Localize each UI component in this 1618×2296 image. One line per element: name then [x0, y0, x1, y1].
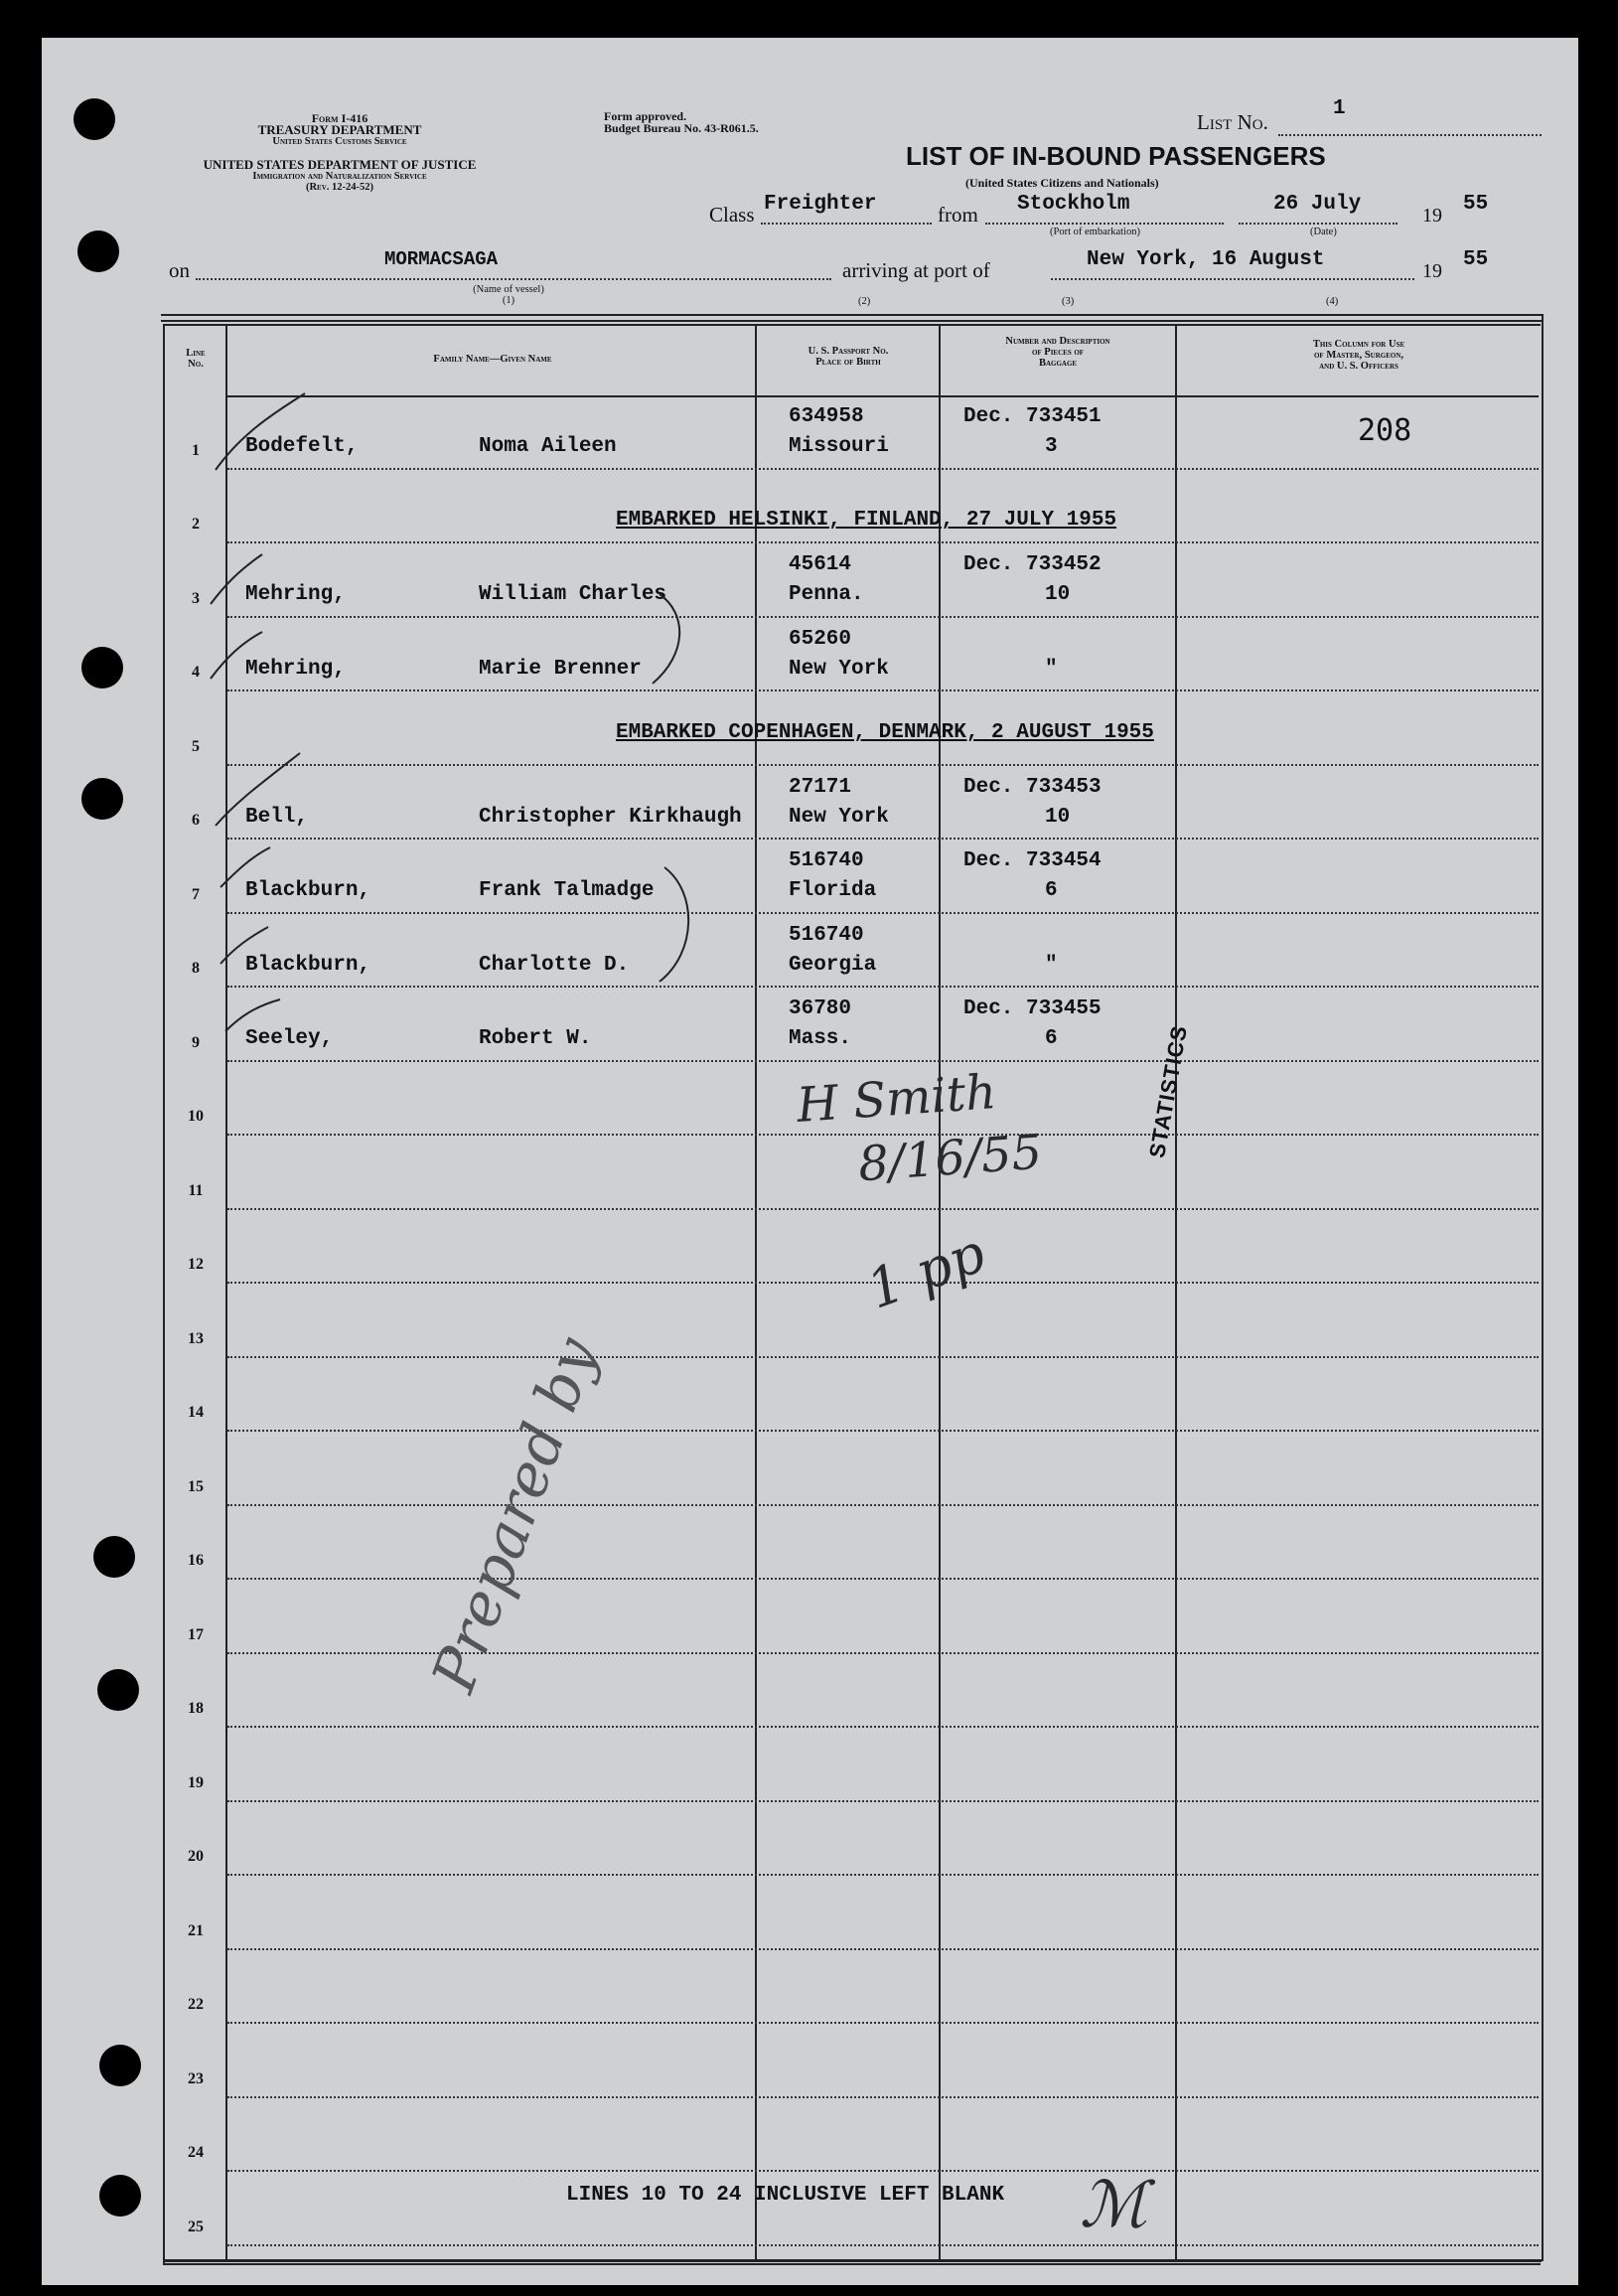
line-number: 16 — [188, 1552, 204, 1569]
binder-hole — [81, 647, 123, 689]
row-line — [227, 1652, 1539, 1654]
given-name: Robert W. — [479, 1027, 592, 1050]
vessel-line — [196, 278, 831, 280]
embark-note-helsinki: EMBARKED HELSINKI, FINLAND, 27 JULY 1955 — [616, 509, 1117, 532]
date-caption: (Date) — [1310, 227, 1337, 237]
form-approved: Form approved. — [604, 109, 687, 123]
binder-hole — [74, 98, 115, 140]
header-baggage-2: of Pieces of — [1031, 347, 1085, 358]
baggage-count: 3 — [1045, 435, 1058, 458]
vessel-caption-text: (Name of vessel) — [473, 284, 544, 295]
passport-number: 634958 — [789, 405, 864, 428]
row-line — [227, 2096, 1539, 2098]
row-line — [227, 689, 1539, 691]
line-number: 5 — [192, 737, 200, 755]
port-caption: (Port of embarkation) — [1050, 227, 1140, 237]
line-number: 11 — [188, 1181, 204, 1199]
vessel-caption — [439, 284, 578, 306]
header-rule — [161, 320, 1542, 322]
given-name: William Charles — [479, 583, 667, 606]
arrival-year-suffix: 55 — [1463, 248, 1489, 271]
row-line — [227, 764, 1539, 766]
line-number: 21 — [188, 1921, 204, 1939]
row-line — [227, 1504, 1539, 1506]
binder-hole — [93, 1536, 135, 1578]
from-label: from — [938, 203, 978, 227]
revision-label: (Rev. 12-24-52) — [305, 182, 374, 193]
row-line — [227, 2170, 1539, 2172]
place-of-birth: Florida — [789, 879, 877, 902]
form-header-left — [240, 112, 439, 147]
row-line — [227, 541, 1539, 543]
line-number: 12 — [188, 1256, 204, 1273]
line-number: 8 — [192, 960, 200, 977]
row-line — [227, 1948, 1539, 1950]
baggage-count: " — [1045, 953, 1058, 977]
arrival-year-prefix: 19 — [1422, 260, 1442, 282]
row-line — [227, 1874, 1539, 1876]
line-number: 23 — [188, 2069, 204, 2087]
baggage-count: 6 — [1045, 879, 1058, 902]
col-divider — [225, 324, 227, 2261]
passenger-manifest-page — [42, 38, 1578, 2285]
line-number: 6 — [192, 812, 200, 829]
baggage-description: Dec. 733455 — [963, 997, 1102, 1020]
row-line — [227, 1726, 1539, 1728]
line-number: 15 — [188, 1477, 204, 1495]
row-line — [227, 1430, 1539, 1432]
form-subtitle: (United States Citizens and Nationals) — [965, 176, 1159, 190]
line-number: 2 — [192, 516, 200, 533]
family-name: Mehring, — [245, 583, 346, 606]
embark-date: 26 July — [1273, 193, 1362, 216]
binder-hole — [97, 1669, 139, 1711]
header-line-no-2: No. — [188, 359, 204, 370]
place-of-birth: Missouri — [789, 435, 889, 458]
header-officers-3: and U. S. Officers — [1319, 361, 1398, 372]
baggage-count: " — [1045, 657, 1058, 681]
row-line — [227, 912, 1539, 914]
place-of-birth: New York — [789, 657, 889, 681]
header-passport — [757, 346, 940, 368]
on-label: on — [169, 258, 190, 282]
line-number: 13 — [188, 1329, 204, 1347]
family-name: Bell, — [245, 805, 309, 829]
prepared-by-note: Prepared by — [419, 1328, 612, 1701]
form-title: LIST OF IN-BOUND PASSENGERS — [906, 141, 1326, 171]
line-number: 9 — [192, 1033, 200, 1051]
list-no-line — [1278, 134, 1542, 136]
family-name: Seeley, — [245, 1027, 334, 1050]
arrival-port: New York, 16 August — [1087, 248, 1325, 271]
binder-hole — [99, 2045, 141, 2086]
place-of-birth: Mass. — [789, 1027, 852, 1050]
binder-hole — [81, 778, 123, 820]
line-number: 3 — [192, 589, 200, 607]
given-name: Christopher Kirkhaugh — [479, 805, 742, 829]
embark-note-copenhagen: EMBARKED COPENHAGEN, DENMARK, 2 AUGUST 1955 — [616, 721, 1154, 744]
line-number: 7 — [192, 885, 200, 903]
form-approved-block — [604, 110, 759, 134]
place-of-birth: New York — [789, 805, 889, 829]
port-line — [985, 223, 1224, 225]
header-officers-2: of Master, Surgeon, — [1313, 350, 1404, 361]
initials-mark: ℳ — [1080, 2169, 1148, 2242]
ins-label: Immigration and Naturalization Service — [252, 171, 427, 182]
year-suffix: 55 — [1463, 193, 1489, 216]
officer-note: 208 — [1358, 413, 1412, 448]
header-baggage-3: Baggage — [1038, 358, 1078, 369]
line-number: 4 — [192, 664, 200, 681]
binder-hole — [77, 230, 119, 272]
row-line — [227, 1356, 1539, 1358]
row-line — [227, 2244, 1539, 2246]
line-number: 19 — [188, 1773, 204, 1791]
passport-number: 45614 — [789, 553, 852, 576]
header-bottom-rule — [227, 395, 1539, 397]
treasury-department: TREASURY DEPARTMENT — [257, 122, 422, 137]
line-number: 10 — [188, 1108, 204, 1125]
line-number: 14 — [188, 1404, 204, 1421]
given-name: Frank Talmadge — [479, 879, 655, 902]
baggage-count: 10 — [1045, 805, 1071, 829]
list-no-label: List No. — [1197, 110, 1268, 134]
header-baggage — [941, 336, 1175, 369]
passport-number: 516740 — [789, 923, 864, 947]
passport-number: 27171 — [789, 775, 852, 799]
col-divider — [755, 324, 757, 2261]
baggage-description: Dec. 733454 — [963, 849, 1102, 872]
place-of-birth: Georgia — [789, 953, 877, 977]
col-num-2: (2) — [858, 296, 871, 307]
line-number: 24 — [188, 2144, 204, 2161]
line-number: 25 — [188, 2218, 204, 2235]
date-line — [1239, 223, 1397, 225]
budget-bureau: Budget Bureau No. 43-R061.5. — [604, 121, 759, 135]
header-passport-2: Place of Birth — [815, 357, 881, 368]
row-line — [227, 1060, 1539, 1062]
header-rule — [161, 314, 1542, 316]
col-num-3: (3) — [1062, 296, 1075, 307]
form-number: Form I-416 — [311, 111, 368, 125]
line-number: 17 — [188, 1625, 204, 1643]
baggage-description: Dec. 733453 — [963, 775, 1102, 799]
header-baggage-1: Number and Description — [1005, 336, 1110, 347]
given-name: Charlotte D. — [479, 953, 630, 977]
row-line — [227, 616, 1539, 618]
table-right-edge — [1542, 314, 1544, 2261]
row-line — [227, 468, 1539, 470]
statistics-stamp: STATISTICS — [1144, 1022, 1193, 1160]
given-name: Marie Brenner — [479, 657, 642, 681]
family-name: Blackburn, — [245, 879, 371, 902]
passport-number: 516740 — [789, 849, 864, 872]
line-number: 1 — [192, 441, 200, 459]
line-number: 20 — [188, 1848, 204, 1865]
header-officers — [1177, 339, 1541, 372]
given-name: Noma Aileen — [479, 435, 617, 458]
arrival-line — [1051, 278, 1414, 280]
table-bottom-rule — [163, 2259, 1542, 2262]
line-number: 18 — [188, 1700, 204, 1717]
list-no-value: 1 — [1333, 97, 1346, 120]
class-line — [761, 223, 932, 225]
col-num-4: (4) — [1326, 296, 1339, 307]
baggage-count: 10 — [1045, 583, 1071, 606]
family-name: Blackburn, — [245, 953, 371, 977]
col-divider — [1175, 324, 1177, 2261]
header-officers-1: This Column for Use — [1312, 339, 1405, 350]
form-header-justice — [161, 159, 518, 193]
footer-note: LINES 10 TO 24 INCLUSIVE LEFT BLANK — [566, 2184, 1005, 2207]
row-line — [227, 1800, 1539, 1802]
year-prefix: 19 — [1422, 205, 1442, 227]
header-line-no — [165, 348, 226, 370]
class-value: Freighter — [764, 193, 877, 216]
family-name: Bodefelt, — [245, 435, 359, 458]
arriving-label: arriving at port of — [842, 258, 990, 282]
row-line — [227, 2022, 1539, 2024]
row-line — [227, 1578, 1539, 1580]
header-passport-1: U. S. Passport No. — [808, 346, 889, 357]
header-name: Family Name—Given Name — [433, 354, 552, 365]
line-number: 22 — [188, 1996, 204, 2013]
baggage-count: 6 — [1045, 1027, 1058, 1050]
handwritten-signature: H Smith — [795, 1064, 998, 1134]
handwritten-date: 8/16/55 — [856, 1124, 1044, 1193]
customs-service: United States Customs Service — [272, 136, 407, 147]
vessel-name: MORMACSAGA — [384, 248, 499, 270]
handwritten-pages: 1 pp — [858, 1221, 993, 1321]
row-line — [227, 1208, 1539, 1210]
row-line — [227, 838, 1539, 840]
baggage-description: Dec. 733452 — [963, 553, 1102, 576]
passport-number: 36780 — [789, 997, 852, 1020]
department-of-justice: UNITED STATES DEPARTMENT OF JUSTICE — [203, 157, 477, 172]
binder-hole — [99, 2175, 141, 2217]
baggage-description: Dec. 733451 — [963, 405, 1102, 428]
port-embarkation: Stockholm — [1017, 193, 1130, 216]
vessel-caption-num: (1) — [502, 295, 515, 306]
place-of-birth: Penna. — [789, 583, 864, 606]
family-name: Mehring, — [245, 657, 346, 681]
class-label: Class — [709, 203, 755, 227]
header-line-no-1: Line — [186, 348, 206, 359]
passport-number: 65260 — [789, 627, 852, 651]
row-line — [227, 986, 1539, 988]
